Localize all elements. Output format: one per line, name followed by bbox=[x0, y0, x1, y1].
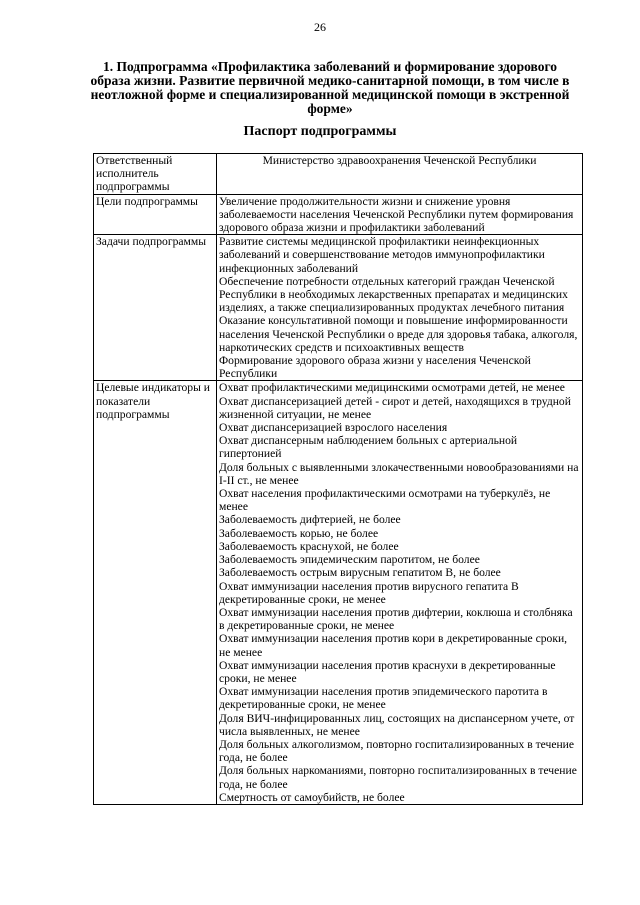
passport-table-body bbox=[94, 154, 583, 805]
list-item: Охват иммунизации населения против дифтерии, коклюша и столбняка в декретированные сроки, не менее bbox=[219, 605, 573, 633]
row-label: Цели подпрограммы bbox=[94, 194, 217, 235]
row-value bbox=[217, 235, 583, 381]
list-item: Оказание консультативной помощи и повышение информированности населения Чеченской Республики о вреде для здоровья табака, алкоголя, наркотических средств и психоактивных веществ bbox=[219, 314, 578, 354]
list-item: Развитие системы медицинской профилактики неинфекционных заболеваний и совершенствование методов иммунопрофилактики инфекционных заболеваний bbox=[219, 235, 545, 275]
list-item: Заболеваемость эпидемическим паротитом, не более bbox=[219, 553, 480, 567]
list-item: Охват иммунизации населения против кори в декретированные сроки, не менее bbox=[219, 632, 568, 659]
table-row bbox=[94, 381, 583, 805]
list-item: Охват населения профилактическими осмотрами на туберкулёз, не менее bbox=[219, 487, 551, 514]
passport-table bbox=[93, 153, 583, 805]
table-row bbox=[94, 235, 583, 381]
list-item: Охват диспансеризацией взрослого населения bbox=[219, 421, 448, 435]
list-item: Охват профилактическими медицинскими осмотрами детей, не менее bbox=[219, 381, 565, 395]
list-item: Заболеваемость дифтерией, не более bbox=[219, 513, 401, 527]
list-item: Формирование здорового образа жизни у населения Чеченской Республики bbox=[219, 354, 531, 381]
list-item: Обеспечение потребности отдельных категорий граждан Чеченской Республики в необходимых лекарственных препаратах и медицинских изделиях, а также специализированных продуктах лечебного питания bbox=[219, 274, 568, 315]
list-item: Смертность от самоубийств, не более bbox=[219, 790, 405, 804]
list-item: Доля ВИЧ-инфицированных лиц, состоящих на диспансерном учете, от числа выявленных, не менее bbox=[219, 711, 575, 738]
list-item: Доля больных с выявленными злокачественными новообразованиями на I-II ст., не менее bbox=[219, 460, 579, 487]
list-item: Увеличение продолжительности жизни и снижение уровня заболеваемости населения Чеченской Республики путем формирования здорового образа жизни и профилактики заболеваний bbox=[219, 194, 574, 235]
row-value bbox=[217, 381, 583, 805]
row-label: Задачи подпрограммы bbox=[94, 235, 217, 381]
row-value bbox=[217, 194, 583, 235]
list-item: Доля больных алкоголизмом, повторно госпитализированных в течение года, не более bbox=[219, 737, 575, 765]
list-item: Охват иммунизации населения против эпидемического паротита в декретированные сроки, не менее bbox=[219, 685, 548, 712]
table-row bbox=[94, 194, 583, 235]
list-item: Заболеваемость острым вирусным гепатитом В, не более bbox=[219, 566, 501, 580]
row-label: Ответственный исполнитель подпрограммы bbox=[94, 154, 217, 195]
list-item: Охват иммунизации населения против краснухи в декретированные сроки, не менее bbox=[219, 658, 556, 685]
table-row bbox=[94, 154, 583, 195]
list-item: Заболеваемость корью, не более bbox=[219, 526, 379, 540]
list-item: Охват диспансерным наблюдением больных с артериальной гипертонией bbox=[219, 434, 518, 461]
page-number: 26 bbox=[314, 20, 326, 34]
list-item: Министерство здравоохранения Чеченской Республики bbox=[262, 154, 537, 167]
list-item: Доля больных наркоманиями, повторно госпитализированных в течение года, не более bbox=[219, 764, 577, 791]
list-item: Охват диспансеризацией детей - сирот и детей, находящихся в трудной жизненной ситуации, не менее bbox=[219, 394, 571, 421]
list-item: Заболеваемость краснухой, не более bbox=[219, 539, 399, 553]
document-title: 1. Подпрограмма «Профилактика заболеваний и формирование здорового образа жизни. Развитие первичной медико-санитарной помощи, в том числе в неотложной форме и специализированной медицинской помощи в экстренной форме» bbox=[90, 59, 570, 116]
list-item: Охват иммунизации населения против вирусного гепатита В декретированные сроки, не менее bbox=[219, 579, 519, 606]
document-subtitle: Паспорт подпрограммы bbox=[243, 124, 397, 139]
row-label: Целевые индикаторы и показатели подпрограммы bbox=[94, 381, 217, 805]
row-value bbox=[217, 154, 583, 195]
